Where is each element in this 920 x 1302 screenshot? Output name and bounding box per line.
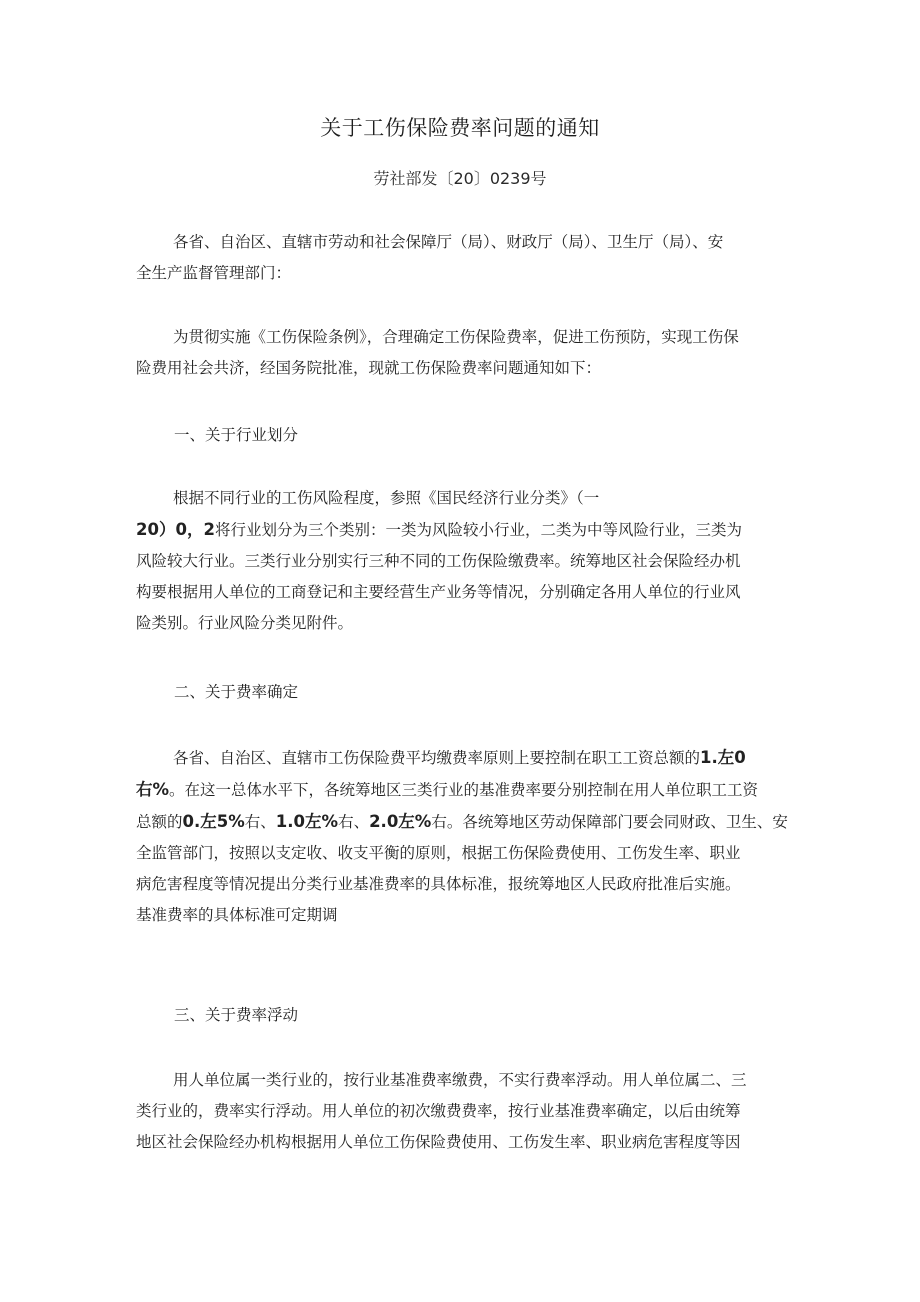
section-2-line-3-sep-1: 右、 xyxy=(244,813,276,831)
addressee-line-1: 各省、自治区、直辖市劳动和社会保障厅（局）、财政厅（局）、卫生厅（局）、安 xyxy=(173,233,724,251)
addressee-paragraph xyxy=(136,227,790,289)
intro-paragraph xyxy=(136,322,790,384)
section-2-line-4: 全监管部门，按照以支定收、收支平衡的原则，根据工伤保险费使用、工伤发生率、职业 xyxy=(136,844,741,862)
section-2-line-3 xyxy=(136,806,790,838)
section-1-line-5: 险类别。行业风险分类见附件。 xyxy=(136,614,354,632)
section-1-line-2 xyxy=(136,514,790,546)
section-1-line-4: 构要根据用人单位的工商登记和主要经营生产业务等情况，分别确定各用人单位的行业风 xyxy=(136,583,741,601)
section-2-line-3-rest: 右。各统筹地区劳动保障部门要会同财政、卫生、安 xyxy=(431,813,788,831)
section-1-heading: 一、关于行业划分 xyxy=(174,426,299,444)
section-3-line-3: 地区社会保险经办机构根据用人单位工伤保险费使用、工伤发生率、职业病危害程度等因 xyxy=(136,1133,741,1151)
section-2-line-5: 病危害程度等情况提出分类行业基准费率的具体标准，报统筹地区人民政府批准后实施。 xyxy=(136,875,741,893)
intro-line-1: 为贯彻实施《工伤保险条例》，合理确定工伤保险费率，促进工伤预防，实现工伤保 xyxy=(173,328,739,346)
section-2-line-1-text: 各省、自治区、直辖市工伤保险费平均缴费率原则上要控制在职工工资总额的 xyxy=(173,749,701,767)
section-3-heading: 三、关于费率浮动 xyxy=(174,1006,299,1024)
section-2-line-1 xyxy=(136,742,790,774)
industry-code-number: 20）0，2 xyxy=(136,520,215,539)
addressee-line-2: 全生产监督管理部门： xyxy=(136,264,292,282)
average-rate-value: 1.左0 xyxy=(700,748,746,767)
document-title: 关于工伤保险费率问题的通知 xyxy=(320,116,600,140)
base-rate-class-3: 2.0左% xyxy=(369,812,432,831)
section-3-line-1: 用人单位属一类行业的，按行业基准费率缴费，不实行费率浮动。用人单位属二、三 xyxy=(173,1071,747,1089)
section-2-line-3-prefix: 总额的 xyxy=(136,813,183,831)
intro-line-2: 险费用社会共济，经国务院批准，现就工伤保险费率问题通知如下： xyxy=(136,359,602,377)
section-2-body xyxy=(136,742,790,931)
section-2-line-2-text: 。在这一总体水平下，各统筹地区三类行业的基准费率要分别控制在用人单位职工工资 xyxy=(169,781,759,799)
section-2-line-3-sep-2: 右、 xyxy=(338,813,370,831)
section-1-line-2-text: 将行业划分为三个类别：一类为风险较小行业，二类为中等风险行业，三类为 xyxy=(214,521,742,539)
section-3-line-2: 类行业的，费率实行浮动。用人单位的初次缴费费率，按行业基准费率确定，以后由统筹 xyxy=(136,1102,741,1120)
base-rate-class-1: 0.左5% xyxy=(182,812,245,831)
section-1-body xyxy=(136,483,790,639)
section-3-body xyxy=(136,1065,790,1158)
section-1-line-3: 风险较大行业。三类行业分别实行三种不同的工伤保险缴费率。统筹地区社会保险经办机 xyxy=(136,552,741,570)
base-rate-class-2: 1.0左% xyxy=(275,812,339,831)
section-2-line-6: 基准费率的具体标准可定期调 xyxy=(136,906,338,924)
section-1-line-1: 根据不同行业的工伤风险程度，参照《国民经济行业分类》（一 xyxy=(173,489,600,507)
average-rate-suffix: 右% xyxy=(136,780,170,799)
document-number: 劳社部发〔20〕0239号 xyxy=(373,169,547,188)
section-2-line-2 xyxy=(136,774,790,806)
section-2-heading: 二、关于费率确定 xyxy=(174,683,299,701)
